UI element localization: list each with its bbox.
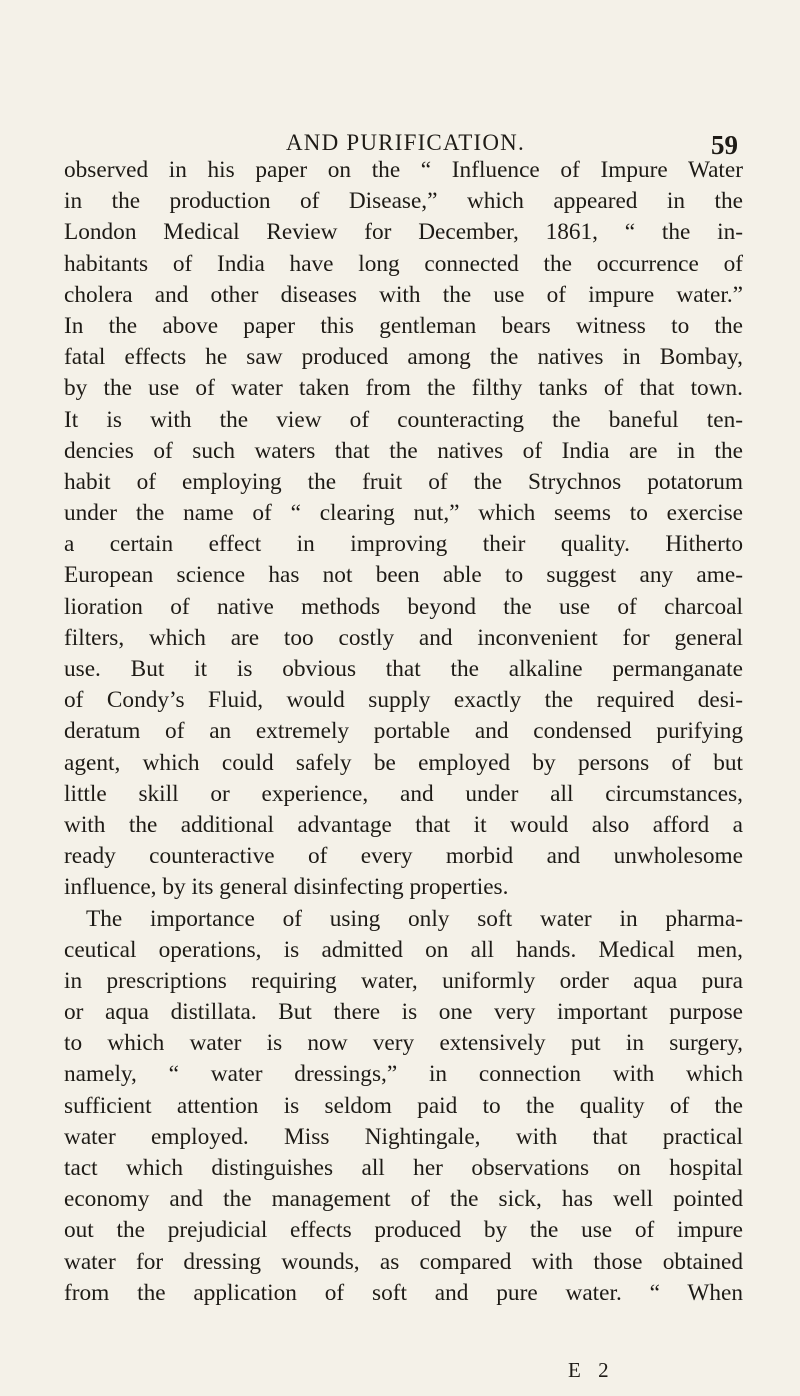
text-line: namely, “ water dressings,” in connection with which	[64, 1061, 743, 1088]
text-line: of Condy’s Fluid, would supply exactly the required desi-	[64, 687, 743, 714]
text-line: habitants of India have long connected the occurrence of	[64, 250, 743, 277]
text-line: habit of employing the fruit of the Strychnos potatorum	[64, 468, 743, 495]
text-line: a certain effect in improving their quality. Hitherto	[64, 531, 743, 558]
text-line: or aqua distillata. But there is one very important purpose	[64, 999, 743, 1026]
text-line: water employed. Miss Nightingale, with that practical	[64, 1123, 743, 1150]
text-line: filters, which are too costly and inconvenient for general	[64, 624, 743, 651]
signature-mark: E 2	[568, 1358, 615, 1382]
text-line: fatal effects he saw produced among the natives in Bombay,	[64, 344, 743, 371]
text-line: water for dressing wounds, as compared with those obtained	[64, 1248, 743, 1275]
text-line: cholera and other diseases with the use of impure water.”	[64, 281, 743, 308]
text-line: to which water is now very extensively put in surgery,	[64, 1030, 743, 1057]
text-line: dencies of such waters that the natives of India are in the	[64, 437, 743, 464]
text-line: use. But it is obvious that the alkaline permanganate	[64, 656, 743, 682]
text-line: in the production of Disease,” which appeared in the	[64, 188, 743, 215]
text-line: from the application of soft and pure water. “ When	[64, 1279, 743, 1306]
text-line: in prescriptions requiring water, uniformly order aqua pura	[64, 967, 743, 994]
text-line: by the use of water taken from the filthy tanks of that town.	[64, 375, 743, 402]
running-title: AND PURIFICATION.	[286, 130, 525, 155]
text-line: with the additional advantage that it would also afford a	[64, 811, 743, 838]
text-line: little skill or experience, and under all circumstances,	[64, 780, 743, 807]
text-line: sufficient attention is seldom paid to the quality of the	[64, 1092, 743, 1119]
text-line: under the name of “ clearing nut,” which seems to exercise	[64, 500, 743, 527]
text-line: tact which distinguishes all her observations on hospital	[64, 1155, 743, 1181]
text-line: deratum of an extremely portable and condensed purifying	[64, 718, 743, 745]
text-line: In the above paper this gentleman bears witness to the	[64, 312, 743, 339]
text-line: London Medical Review for December, 1861, “ the in-	[64, 219, 743, 246]
text-line: economy and the management of the sick, has well pointed	[64, 1186, 743, 1213]
text-line: agent, which could safely be employed by persons of but	[64, 749, 743, 776]
text-line: lioration of native methods beyond the use of charcoal	[64, 593, 743, 620]
text-line: ready counteractive of every morbid and unwholesome	[64, 843, 743, 870]
text-line: observed in his paper on the “ Influence of Impure Water	[64, 157, 743, 183]
body-text	[64, 155, 743, 1309]
text-line: influence, by its general disinfecting properties.	[64, 874, 509, 901]
text-line: ceutical operations, is admitted on all hands. Medical men,	[64, 936, 743, 963]
page-number: 59	[711, 130, 738, 160]
text-line: out the prejudicial effects produced by the use of impure	[64, 1217, 743, 1244]
text-line: European science has not been able to suggest any ame-	[64, 562, 743, 589]
text-line: It is with the view of counteracting the baneful ten-	[64, 406, 743, 433]
text-line: The importance of using only soft water in pharma-	[86, 905, 743, 932]
